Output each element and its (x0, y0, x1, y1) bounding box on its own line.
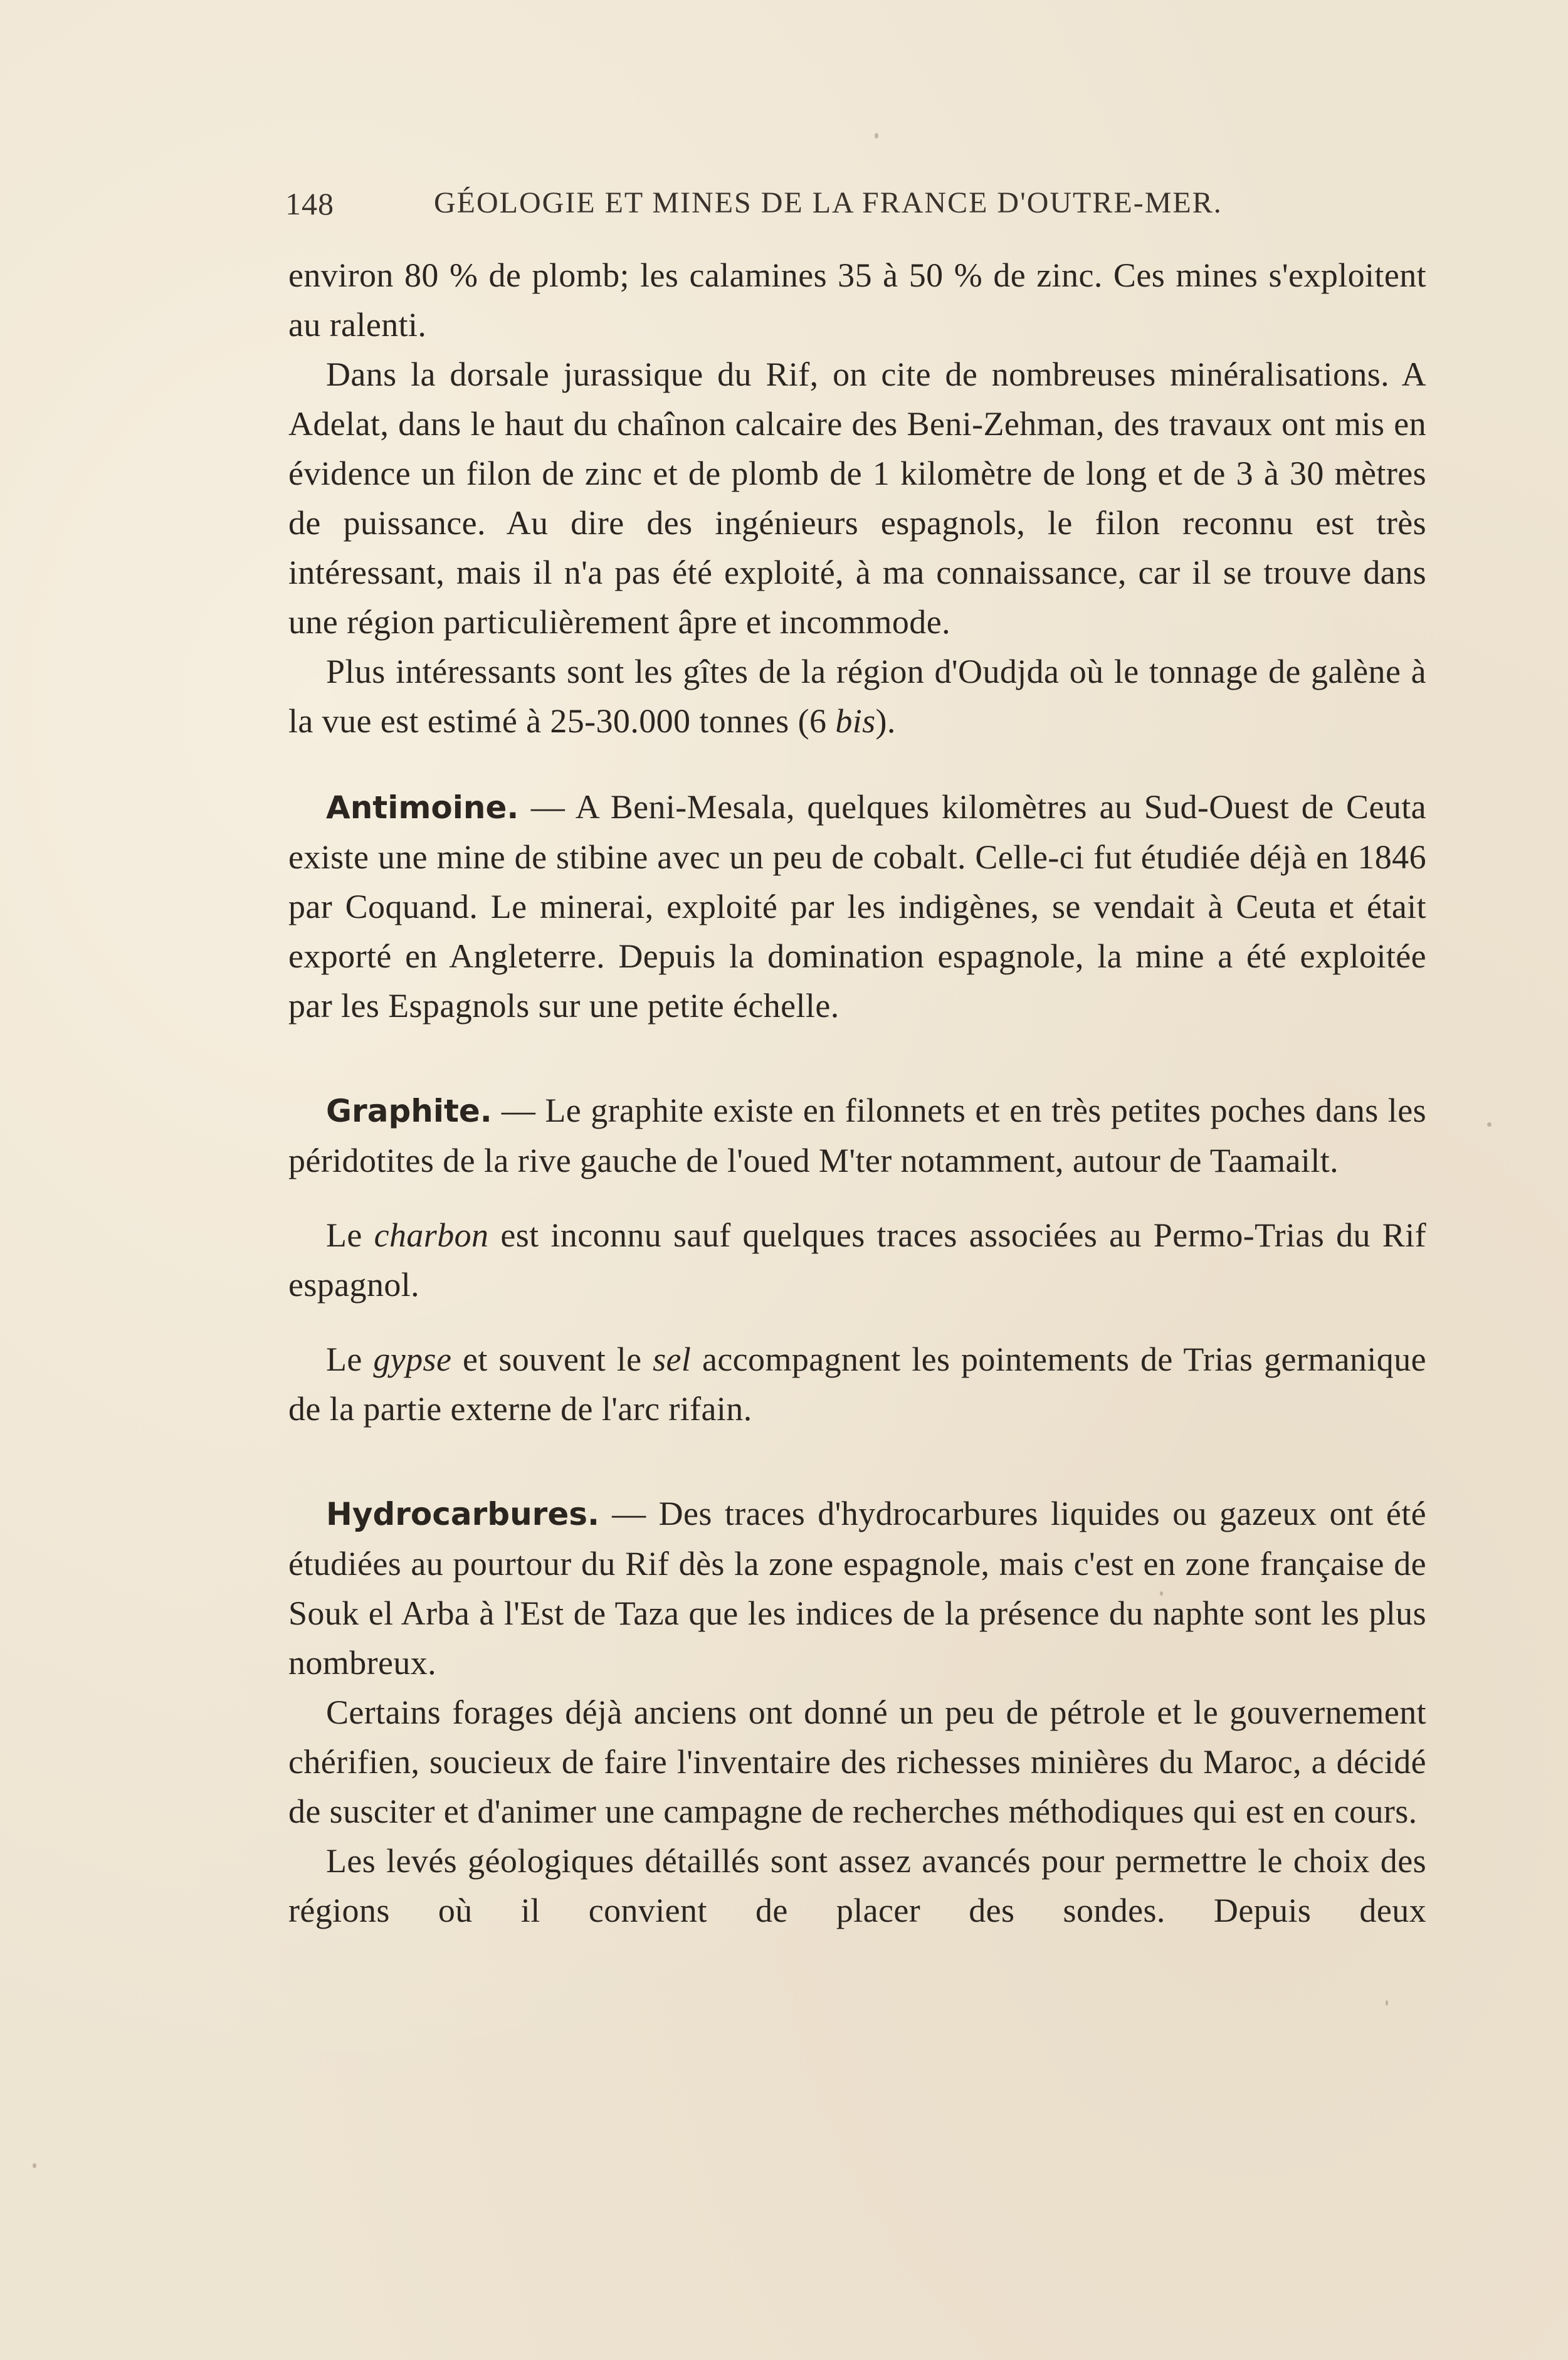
italic-text: sel (653, 1341, 692, 1378)
paper-speck (1386, 2000, 1388, 2006)
section-heading-graphite: Graphite. (326, 1093, 492, 1129)
text: Le (326, 1341, 374, 1378)
page-number: 148 (285, 186, 334, 221)
section-text: — Des traces d'hydrocarbures liquides ou gazeux ont été étudiées au pourtour du Rif dès la zone espagnole, mais c'est en zone française de Souk el Arba à l'Est de Taza que les indices de la présence du naphte sont les plus nombreux. (288, 1495, 1426, 1682)
body-text (288, 251, 1426, 1936)
paragraph-lead-zinc: environ 80 % de plomb; les calamines 35 à 50 % de zinc. Ces mines s'exploitent au ralenti. (288, 256, 1426, 344)
section-hydrocarbures (288, 1489, 1426, 1688)
text: Plus intéressants sont les gîtes de la région d'Oudjda où le tonnage de galène à la vue est estimé à 25-30.000 tonnes (6 (288, 653, 1426, 740)
paper-speck (33, 2163, 36, 2168)
paragraph-forages: Certains forages déjà anciens ont donné un peu de pétrole et le gouvernement chérifien, soucieux de faire l'inventaire des richesses minières du Maroc, a décidé de susciter et d'animer une campagne de recherches méthodiques qui est en cours. (288, 1694, 1426, 1830)
paragraph-leves: Les levés géologiques détaillés sont assez avancés pour permettre le choix des régions où il convient de placer des sondes. Depuis deux (288, 1842, 1426, 1929)
section-heading-hydrocarbures: Hydrocarbures. (326, 1496, 599, 1532)
running-head (285, 186, 1433, 229)
italic-text: gypse (373, 1341, 452, 1378)
paragraph-gypse (288, 1335, 1426, 1434)
italic-text: bis (835, 702, 876, 740)
paragraph-rif-dorsale: Dans la dorsale jurassique du Rif, on cite de nombreuses minéralisations. A Adelat, dans le haut du chaînon calcaire des Beni-Zehman, des travaux ont mis en évidence un filon de zinc et de plomb de 1 kilomètre de long et de 3 à 30 mètres de puissance. Au dire des ingénieurs espagnols, le filon reconnu est très intéressant, mais il n'a pas été exploité, à ma connaissance, car il se trouve dans une région particulièrement âpre et incommode. (288, 356, 1426, 641)
paragraph-charbon (288, 1211, 1426, 1310)
paper-speck (875, 133, 878, 139)
section-text: — Le graphite existe en filonnets et en très petites poches dans les péridotites de la rive gauche de l'oued M'ter notamment, autour de Taamailt. (288, 1092, 1426, 1179)
text: ). (875, 702, 896, 740)
section-antimoine (288, 782, 1426, 1031)
section-text: — A Beni-Mesala, quelques kilomètres au Sud-Ouest de Ceuta existe une mine de stibine avec un peu de cobalt. Celle-ci fut étudiée déjà en 1846 par Coquand. Le minerai, exploité par les indigènes, se vendait à Ceuta et était exporté en Angleterre. Depuis la domination espagnole, la mine a été exploitée par les Espagnols sur une petite échelle. (288, 788, 1426, 1025)
italic-text: charbon (374, 1216, 489, 1254)
book-title: GÉOLOGIE ET MINES DE LA FRANCE D'OUTRE-MER. (434, 186, 1223, 219)
text: est inconnu sauf quelques traces associées au Permo-Trias du Rif espagnol. (288, 1216, 1426, 1304)
text: accompagnent les pointements de Trias germanique de la partie externe de l'arc rifain. (288, 1341, 1426, 1428)
paper-speck (1487, 1122, 1492, 1127)
text: Le (326, 1216, 374, 1254)
paragraph-oudjda (288, 647, 1426, 746)
section-graphite (288, 1086, 1426, 1186)
text: et souvent le (451, 1341, 653, 1378)
section-heading-antimoine: Antimoine. (326, 789, 519, 826)
